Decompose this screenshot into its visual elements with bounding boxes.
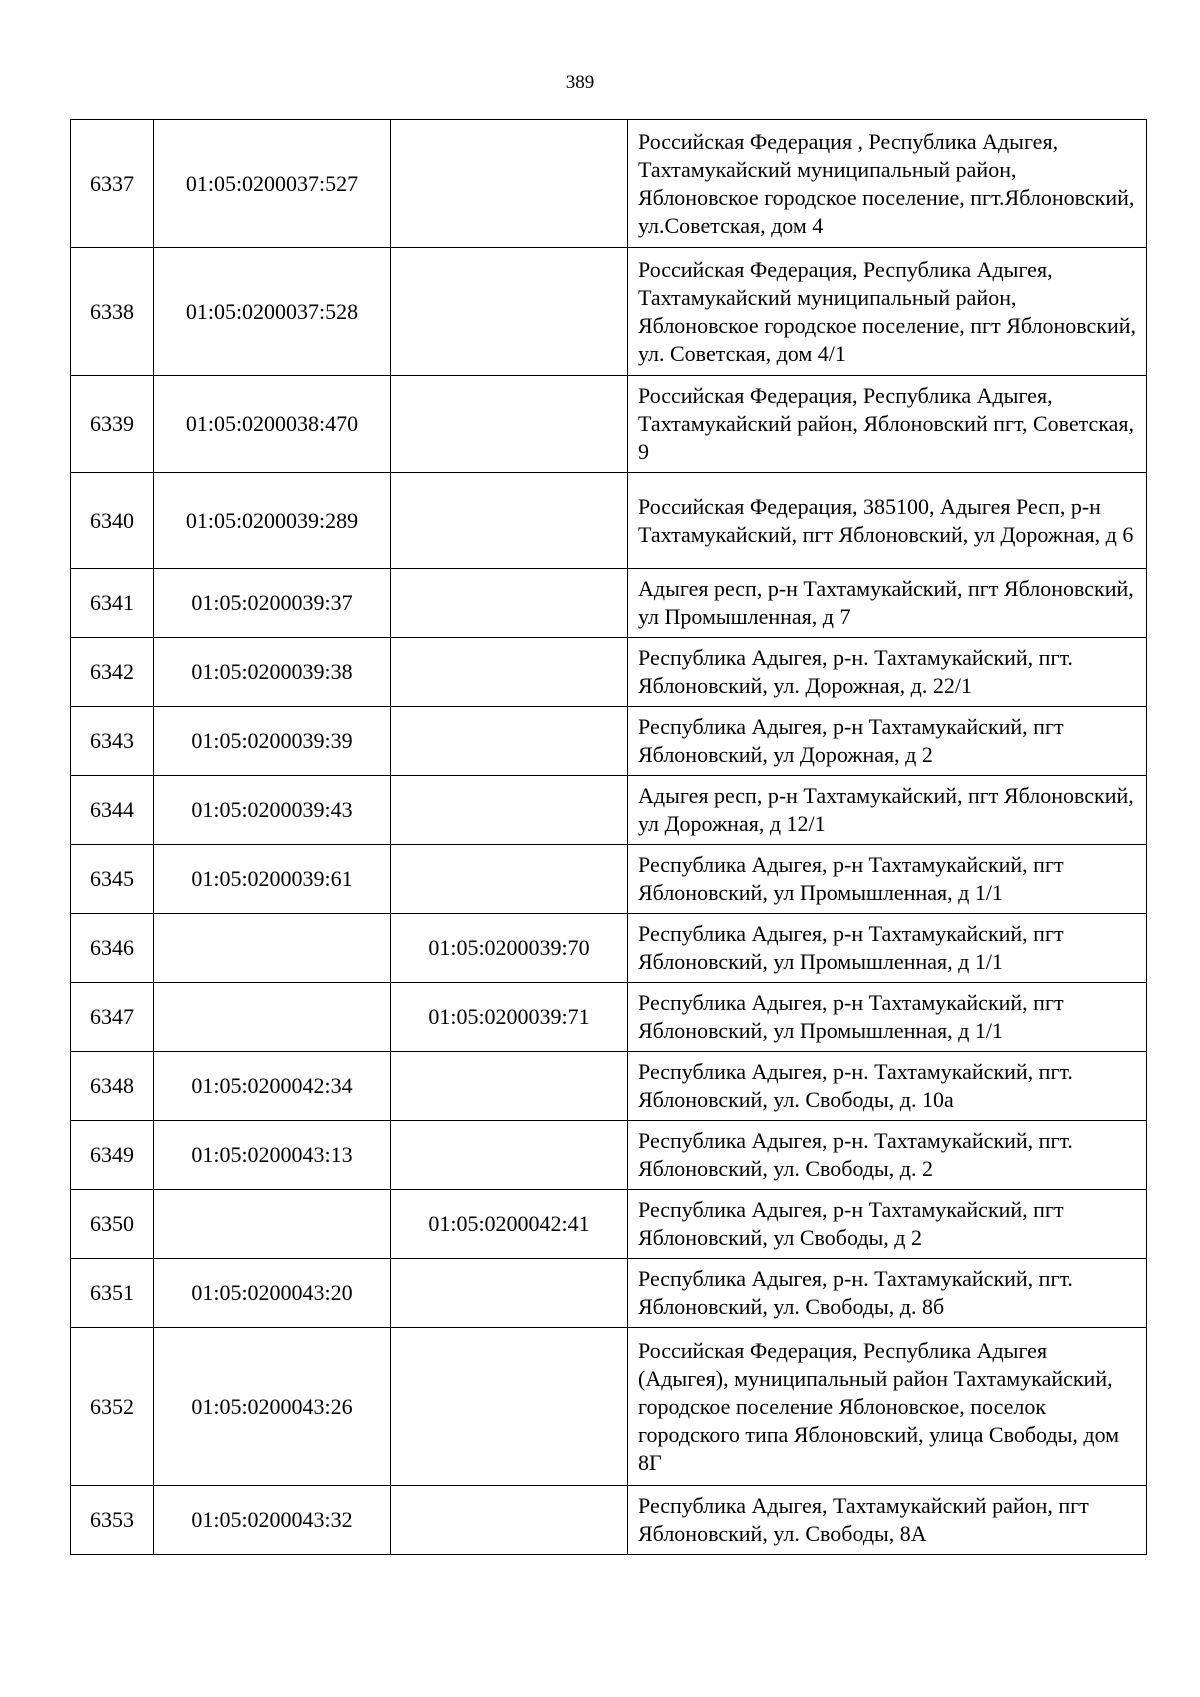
row-number-cell: 6352 [71,1328,154,1486]
row-number-cell: 6341 [71,569,154,638]
row-number-cell: 6353 [71,1486,154,1555]
cadastral-number-cell [154,983,391,1052]
row-number-cell: 6338 [71,248,154,376]
row-number-cell: 6337 [71,120,154,248]
row-number-cell: 6343 [71,707,154,776]
cadastral-number-cell: 01:05:0200039:289 [154,473,391,569]
cadastral-number-cell: 01:05:0200038:470 [154,376,391,473]
table-row [71,1052,1147,1121]
cadastral-number-cell: 01:05:0200039:38 [154,638,391,707]
parent-cadastral-number-cell [391,1121,628,1190]
address-cell: Российская Федерация, Республика Адыгея, Тахтамукайский район, Яблоновский пгт, Советская, 9 [628,376,1147,473]
parent-cadastral-number-cell [391,473,628,569]
address-cell: Республика Адыгея, р-н. Тахтамукайский, пгт. Яблоновский, ул. Свободы, д. 10а [628,1052,1147,1121]
address-cell: Российская Федерация , Республика Адыгея, Тахтамукайский муниципальный район, Яблоновское городское поселение, пгт.Яблоновский, ул.Советская, дом 4 [628,120,1147,248]
address-cell: Российская Федерация, Республика Адыгея (Адыгея), муниципальный район Тахтамукайский, городское поселение Яблоновское, поселок городского типа Яблоновский, улица Свободы, дом 8Г [628,1328,1147,1486]
address-cell: Республика Адыгея, р-н Тахтамукайский, пгт Яблоновский, ул Промышленная, д 1/1 [628,914,1147,983]
parent-cadastral-number-cell [391,638,628,707]
table-row [71,569,1147,638]
cadastral-number-cell [154,914,391,983]
cadastral-number-cell: 01:05:0200037:527 [154,120,391,248]
address-cell: Российская Федерация, Республика Адыгея, Тахтамукайский муниципальный район, Яблоновское городское поселение, пгт Яблоновский, ул. Советская, дом 4/1 [628,248,1147,376]
parent-cadastral-number-cell [391,776,628,845]
cadastral-number-cell: 01:05:0200039:39 [154,707,391,776]
address-cell: Республика Адыгея, р-н. Тахтамукайский, пгт. Яблоновский, ул. Свободы, д. 2 [628,1121,1147,1190]
row-number-cell: 6339 [71,376,154,473]
table-row [71,1121,1147,1190]
parent-cadastral-number-cell [391,569,628,638]
address-cell: Республика Адыгея, р-н Тахтамукайский, пгт Яблоновский, ул Промышленная, д 1/1 [628,983,1147,1052]
parent-cadastral-number-cell [391,248,628,376]
parent-cadastral-number-cell [391,376,628,473]
parent-cadastral-number-cell [391,1486,628,1555]
cadastral-number-cell: 01:05:0200042:34 [154,1052,391,1121]
parent-cadastral-number-cell [391,120,628,248]
parent-cadastral-number-cell: 01:05:0200039:71 [391,983,628,1052]
registry-table-body [71,120,1147,1555]
row-number-cell: 6342 [71,638,154,707]
table-row [71,638,1147,707]
parent-cadastral-number-cell: 01:05:0200039:70 [391,914,628,983]
parent-cadastral-number-cell [391,1328,628,1486]
parent-cadastral-number-cell [391,1259,628,1328]
address-cell: Республика Адыгея, р-н Тахтамукайский, пгт Яблоновский, ул Дорожная, д 2 [628,707,1147,776]
row-number-cell: 6350 [71,1190,154,1259]
registry-table [70,119,1147,1555]
table-row [71,914,1147,983]
cadastral-number-cell: 01:05:0200037:528 [154,248,391,376]
row-number-cell: 6347 [71,983,154,1052]
address-cell: Республика Адыгея, р-н Тахтамукайский, пгт Яблоновский, ул Промышленная, д 1/1 [628,845,1147,914]
table-row [71,1328,1147,1486]
table-row [71,776,1147,845]
row-number-cell: 6344 [71,776,154,845]
table-row [71,473,1147,569]
table-row [71,1486,1147,1555]
table-row [71,983,1147,1052]
table-row [71,376,1147,473]
cadastral-number-cell: 01:05:0200039:61 [154,845,391,914]
table-row [71,845,1147,914]
address-cell: Республика Адыгея, р-н Тахтамукайский, пгт Яблоновский, ул Свободы, д 2 [628,1190,1147,1259]
cadastral-number-cell: 01:05:0200043:20 [154,1259,391,1328]
cadastral-number-cell: 01:05:0200043:13 [154,1121,391,1190]
row-number-cell: 6340 [71,473,154,569]
cadastral-number-cell: 01:05:0200043:26 [154,1328,391,1486]
cadastral-number-cell: 01:05:0200039:37 [154,569,391,638]
parent-cadastral-number-cell [391,707,628,776]
table-row [71,707,1147,776]
cadastral-number-cell: 01:05:0200039:43 [154,776,391,845]
address-cell: Российская Федерация, 385100, Адыгея Респ, р-н Тахтамукайский, пгт Яблоновский, ул Дорожная, д 6 [628,473,1147,569]
row-number-cell: 6345 [71,845,154,914]
row-number-cell: 6351 [71,1259,154,1328]
row-number-cell: 6346 [71,914,154,983]
parent-cadastral-number-cell: 01:05:0200042:41 [391,1190,628,1259]
parent-cadastral-number-cell [391,845,628,914]
table-row [71,248,1147,376]
parent-cadastral-number-cell [391,1052,628,1121]
address-cell: Адыгея респ, р-н Тахтамукайский, пгт Яблоновский, ул Промышленная, д 7 [628,569,1147,638]
table-row [71,120,1147,248]
address-cell: Республика Адыгея, р-н. Тахтамукайский, пгт. Яблоновский, ул. Свободы, д. 8б [628,1259,1147,1328]
table-row [71,1259,1147,1328]
address-cell: Республика Адыгея, Тахтамукайский район, пгт Яблоновский, ул. Свободы, 8А [628,1486,1147,1555]
row-number-cell: 6348 [71,1052,154,1121]
address-cell: Адыгея респ, р-н Тахтамукайский, пгт Яблоновский, ул Дорожная, д 12/1 [628,776,1147,845]
row-number-cell: 6349 [71,1121,154,1190]
cadastral-number-cell: 01:05:0200043:32 [154,1486,391,1555]
page-number: 389 [565,72,595,93]
table-row [71,1190,1147,1259]
address-cell: Республика Адыгея, р-н. Тахтамукайский, пгт. Яблоновский, ул. Дорожная, д. 22/1 [628,638,1147,707]
cadastral-number-cell [154,1190,391,1259]
